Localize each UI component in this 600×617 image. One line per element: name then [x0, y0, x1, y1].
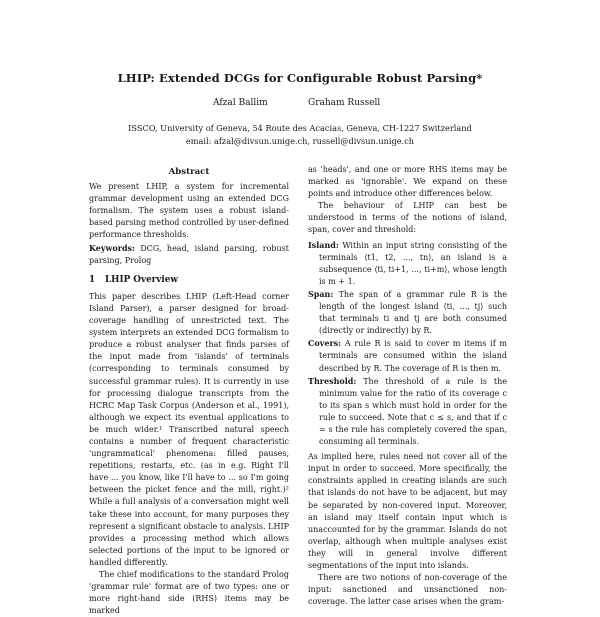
definition-text: A rule R is said to cover m items if m terminals are consumed within the island described by R. The coverage of R is then m. — [319, 339, 508, 373]
body-paragraph: The chief modifications to the standard Prolog 'grammar rule' format are of two types: one or more right-hand side (RHS) items may be marked — [89, 570, 289, 616]
definition-term: Covers: — [308, 338, 342, 349]
body-paragraph: as 'heads', and one or more RHS items may be marked as 'ignorable'. We expand on these points and introduce other differences below. — [308, 165, 507, 199]
email-line: email: afzal@divsun.unige.ch, russell@divsun.unige.ch — [185, 136, 415, 146]
body-paragraph: The behaviour of LHIP can best be understood in terms of the notions of island, span, cover and threshold: — [308, 201, 507, 235]
right-column — [308, 164, 507, 608]
definition-text: The threshold of a rule is the minimum value for the ratio of its coverage c to its span s which must hold in order for the rule to succeed. Note that c ≤ s, and that if c = s the rule has completely covered the span, consuming all terminals. — [319, 376, 507, 447]
keywords-text: DCG, head, island parsing, robust parsing, Prolog — [89, 243, 289, 265]
abstract-text: We present LHIP, a system for incremental grammar development using an extended DCG formalism. The system uses a robust island-based parsing method controlled by user-defined performance thresholds. — [89, 182, 289, 240]
author-name: Afzal Ballim — [213, 98, 268, 108]
abstract-heading: Abstract — [168, 167, 210, 177]
keywords-label: Keywords: — [89, 242, 136, 253]
affiliation: ISSCO, University of Geneva, 54 Route des Acacias, Geneva, CH-1227 Switzerland — [128, 123, 472, 133]
definition-term: Island: — [308, 239, 339, 250]
section-title: LHIP Overview — [105, 274, 178, 285]
definition-list — [308, 239, 507, 449]
body-paragraph: As implied here, rules need not cover all of the input in order to succeed. More specifically, the constraints applied in creating islands are such that islands do not have to be adjacent, but may be separated by non-covered input. Moreover, an island may itself contain input which is unaccounted for by the grammar. Islands do not overlap, although when multiple analyses exist they will in general involve different segmentations of the input into islands. — [308, 452, 507, 570]
body-paragraph: There are two notions of non-coverage of the input: sanctioned and unsanctioned non-coverage. The latter case arises when the gram- — [308, 573, 507, 607]
paper-title: LHIP: Extended DCGs for Configurable Robust Parsing* — [117, 71, 483, 85]
section-number: 1 — [89, 274, 96, 285]
definition-item — [308, 375, 507, 449]
keywords-line — [89, 242, 289, 267]
left-column — [89, 166, 289, 617]
definition-term: Span: — [308, 288, 334, 299]
definition-item — [308, 337, 507, 374]
definition-item — [308, 239, 507, 288]
author-list — [0, 98, 600, 112]
section-heading — [89, 274, 289, 286]
body-paragraph: This paper describes LHIP (Left-Head corner Island Parser), a parser designed for broad-coverage handling of unrestricted text. The system interprets an extended DCG formalism to produce a robust analyser that finds parses of the input made from 'islands' of terminals (corresponding to terminals consumed by successful grammar rules). It is currently in use for processing dialogue transcripts from the HCRC Map Task Corpus (Anderson et al., 1991), although we expect its eventual applications to be much wider.¹ Transcribed natural speech contains a number of frequent characteristic 'ungrammatical' phenomena: filled pauses, repetitions, restarts, etc. (as in e.g. Right I'll have ... you know, like I'll have to ... so I'm going between the picket fence and the mill, right.)² While a full analysis of a conversation might well take these into account, for many purposes they represent a significant obstacle to analysis. LHIP provides a processing method which allows selected portions of the input to be ignored or handled differently. — [89, 291, 289, 567]
author-name: Graham Russell — [308, 98, 381, 108]
definition-term: Threshold: — [308, 375, 357, 386]
definition-text: Within an input string consisting of the terminals ⟨t1, t2, ..., tn⟩, an island is a subsequence ⟨ti, ti+1, ..., ti+m⟩, whose length is m + 1. — [319, 240, 508, 286]
definition-text: The span of a grammar rule R is the length of the longest island ⟨ti, ..., tj⟩ such that terminals ti and tj are both consumed (directly or indirectly) by R. — [319, 289, 507, 336]
definition-item — [308, 288, 507, 337]
